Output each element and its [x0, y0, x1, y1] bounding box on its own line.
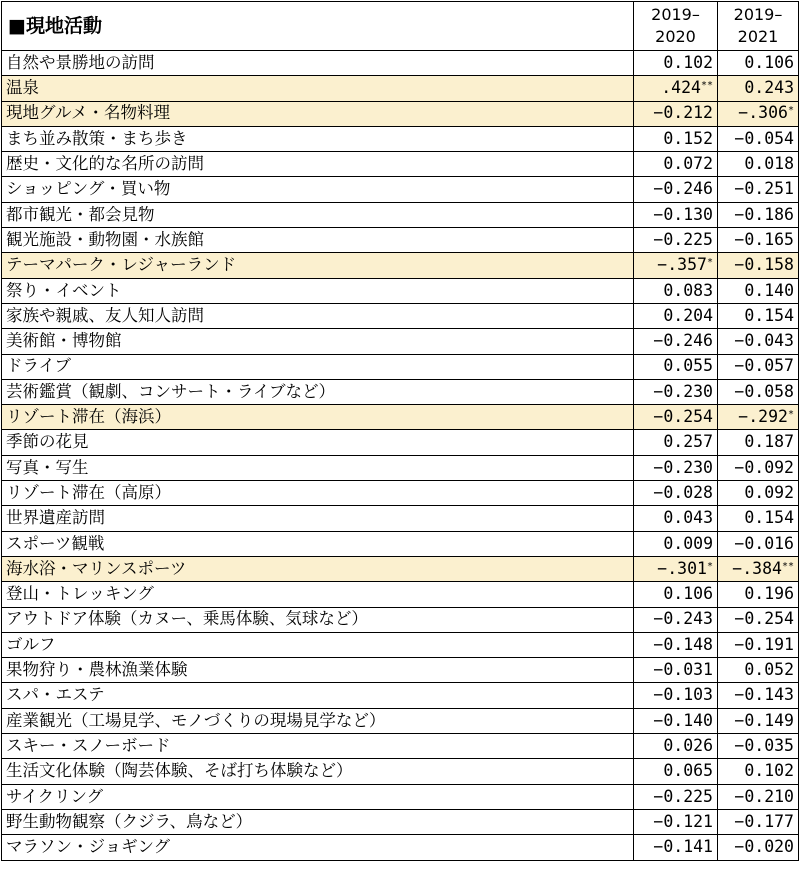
- column-header-2019-2020: [634, 2, 718, 51]
- value-2019-2021: [718, 278, 799, 303]
- value-2019-2020: [634, 51, 718, 76]
- coefficient-value: −0.186: [734, 204, 794, 224]
- row-label: 現地グルメ・名物料理: [2, 101, 634, 126]
- table-row: [2, 329, 799, 354]
- row-label: スパ・エステ: [2, 683, 634, 708]
- value-2019-2020: [634, 582, 718, 607]
- row-label: 美術館・博物館: [2, 329, 634, 354]
- row-label: 産業観光（工場見学、モノづくりの現場見学など）: [2, 708, 634, 733]
- value-2019-2021: [718, 329, 799, 354]
- coefficient-value: −.384: [732, 558, 782, 578]
- coefficient-value: 0.026: [663, 735, 713, 755]
- value-2019-2021: [718, 658, 799, 683]
- value-2019-2021: [718, 734, 799, 759]
- correlation-table: [1, 1, 799, 861]
- coefficient-value: −0.148: [653, 634, 713, 654]
- table-row: [2, 202, 799, 227]
- table-title: ■現地活動: [2, 2, 634, 51]
- row-label: ゴルフ: [2, 632, 634, 657]
- value-2019-2020: [634, 531, 718, 556]
- value-2019-2021: [718, 126, 799, 151]
- coefficient-value: −0.057: [734, 356, 794, 376]
- coefficient-value: −0.212: [653, 103, 713, 123]
- value-2019-2020: [634, 506, 718, 531]
- table-row: [2, 607, 799, 632]
- column-header-2019-2021: [718, 2, 799, 51]
- table-row: [2, 708, 799, 733]
- value-2019-2021: [718, 759, 799, 784]
- table-row-highlighted: [2, 253, 799, 278]
- coefficient-value: 0.196: [744, 584, 794, 604]
- value-2019-2020: [634, 253, 718, 278]
- row-label: 海水浴・マリンスポーツ: [2, 556, 634, 581]
- row-label: マラソン・ジョギング: [2, 835, 634, 860]
- table-row: [2, 784, 799, 809]
- table-row: [2, 759, 799, 784]
- row-label: 写真・写生: [2, 455, 634, 480]
- coefficient-value: −0.177: [734, 811, 794, 831]
- row-label: 芸術鑑賞（観劇、コンサート・ライブなど）: [2, 379, 634, 404]
- coefficient-value: 0.065: [663, 761, 713, 781]
- table-row: [2, 582, 799, 607]
- column-header-line: 2019–: [733, 5, 783, 24]
- coefficient-value: −0.141: [653, 837, 713, 857]
- coefficient-value: −0.225: [653, 786, 713, 806]
- value-2019-2021: [718, 430, 799, 455]
- table-row: [2, 531, 799, 556]
- coefficient-value: 0.106: [744, 52, 794, 72]
- coefficient-value: 0.152: [663, 128, 713, 148]
- coefficient-value: 0.154: [744, 508, 794, 528]
- coefficient-value: −.357: [657, 255, 707, 275]
- significance-marker: **: [700, 80, 713, 92]
- value-2019-2021: [718, 531, 799, 556]
- table-row: [2, 809, 799, 834]
- value-2019-2020: [634, 455, 718, 480]
- row-label: ショッピング・買い物: [2, 177, 634, 202]
- coefficient-value: 0.154: [744, 305, 794, 325]
- value-2019-2020: [634, 481, 718, 506]
- row-label: 家族や親戚、友人知人訪問: [2, 303, 634, 328]
- coefficient-value: 0.055: [663, 356, 713, 376]
- coefficient-value: −0.246: [653, 179, 713, 199]
- table-row: [2, 455, 799, 480]
- value-2019-2020: [634, 683, 718, 708]
- value-2019-2021: [718, 51, 799, 76]
- value-2019-2021: [718, 405, 799, 430]
- table-row: [2, 835, 799, 860]
- coefficient-value: −0.121: [653, 811, 713, 831]
- value-2019-2021: [718, 152, 799, 177]
- value-2019-2020: [634, 152, 718, 177]
- value-2019-2021: [718, 202, 799, 227]
- row-label: 祭り・イベント: [2, 278, 634, 303]
- column-header-line: 2021: [737, 27, 779, 46]
- value-2019-2021: [718, 835, 799, 860]
- coefficient-value: −.292: [738, 407, 788, 427]
- coefficient-value: 0.072: [663, 154, 713, 174]
- table-row: [2, 354, 799, 379]
- coefficient-value: 0.009: [663, 533, 713, 553]
- value-2019-2020: [634, 126, 718, 151]
- value-2019-2020: [634, 76, 718, 101]
- table-row: [2, 278, 799, 303]
- value-2019-2020: [634, 354, 718, 379]
- table-row: [2, 734, 799, 759]
- value-2019-2020: [634, 278, 718, 303]
- value-2019-2021: [718, 809, 799, 834]
- coefficient-value: .424: [661, 78, 701, 98]
- coefficient-value: 0.052: [744, 660, 794, 680]
- coefficient-value: −0.230: [653, 457, 713, 477]
- table-row: [2, 506, 799, 531]
- value-2019-2021: [718, 683, 799, 708]
- coefficient-value: −0.043: [734, 331, 794, 351]
- coefficient-value: 0.018: [744, 154, 794, 174]
- value-2019-2021: [718, 455, 799, 480]
- table-row-highlighted: [2, 556, 799, 581]
- value-2019-2020: [634, 430, 718, 455]
- table-row: [2, 430, 799, 455]
- coefficient-value: −0.103: [653, 685, 713, 705]
- coefficient-value: −0.054: [734, 128, 794, 148]
- coefficient-value: 0.102: [663, 52, 713, 72]
- row-label: リゾート滞在（海浜）: [2, 405, 634, 430]
- row-label: 温泉: [2, 76, 634, 101]
- value-2019-2020: [634, 101, 718, 126]
- table-body: [2, 2, 799, 861]
- coefficient-value: −0.158: [734, 255, 794, 275]
- value-2019-2021: [718, 101, 799, 126]
- coefficient-value: 0.092: [744, 482, 794, 502]
- value-2019-2020: [634, 734, 718, 759]
- row-label: スキー・スノーボード: [2, 734, 634, 759]
- value-2019-2021: [718, 582, 799, 607]
- coefficient-value: −0.251: [734, 179, 794, 199]
- value-2019-2020: [634, 228, 718, 253]
- coefficient-value: −0.246: [653, 331, 713, 351]
- coefficient-value: −0.058: [734, 381, 794, 401]
- coefficient-value: −0.210: [734, 786, 794, 806]
- coefficient-value: −0.092: [734, 457, 794, 477]
- value-2019-2020: [634, 658, 718, 683]
- value-2019-2020: [634, 405, 718, 430]
- coefficient-value: 0.102: [744, 761, 794, 781]
- value-2019-2020: [634, 835, 718, 860]
- value-2019-2020: [634, 809, 718, 834]
- coefficient-value: −0.143: [734, 685, 794, 705]
- value-2019-2020: [634, 556, 718, 581]
- coefficient-value: −0.225: [653, 229, 713, 249]
- value-2019-2021: [718, 481, 799, 506]
- row-label: 季節の花見: [2, 430, 634, 455]
- coefficient-value: 0.140: [744, 280, 794, 300]
- coefficient-value: −0.254: [653, 407, 713, 427]
- table-row: [2, 632, 799, 657]
- coefficient-value: −0.016: [734, 533, 794, 553]
- coefficient-value: 0.243: [744, 78, 794, 98]
- table-row-highlighted: [2, 101, 799, 126]
- row-label: 都市観光・都会見物: [2, 202, 634, 227]
- value-2019-2021: [718, 76, 799, 101]
- coefficient-value: 0.083: [663, 280, 713, 300]
- value-2019-2020: [634, 177, 718, 202]
- value-2019-2021: [718, 379, 799, 404]
- coefficient-value: 0.187: [744, 432, 794, 452]
- coefficient-value: 0.257: [663, 432, 713, 452]
- row-label: リゾート滞在（高原）: [2, 481, 634, 506]
- row-label: アウトドア体験（カヌー、乗馬体験、気球など）: [2, 607, 634, 632]
- significance-marker: *: [787, 105, 794, 117]
- row-label: 果物狩り・農林漁業体験: [2, 658, 634, 683]
- value-2019-2021: [718, 354, 799, 379]
- table-row-highlighted: [2, 76, 799, 101]
- coefficient-value: −.306: [738, 103, 788, 123]
- coefficient-value: −0.149: [734, 710, 794, 730]
- row-label: 野生動物観察（クジラ、鳥など）: [2, 809, 634, 834]
- value-2019-2020: [634, 607, 718, 632]
- row-label: スポーツ観戦: [2, 531, 634, 556]
- table-row: [2, 683, 799, 708]
- coefficient-value: 0.204: [663, 305, 713, 325]
- coefficient-value: −0.140: [653, 710, 713, 730]
- row-label: まち並み散策・まち歩き: [2, 126, 634, 151]
- value-2019-2020: [634, 329, 718, 354]
- value-2019-2021: [718, 253, 799, 278]
- value-2019-2020: [634, 784, 718, 809]
- value-2019-2021: [718, 708, 799, 733]
- row-label: ドライブ: [2, 354, 634, 379]
- column-header-line: 2020: [655, 27, 696, 46]
- row-label: 生活文化体験（陶芸体験、そば打ち体験など）: [2, 759, 634, 784]
- coefficient-value: −0.254: [734, 609, 794, 629]
- value-2019-2020: [634, 708, 718, 733]
- value-2019-2021: [718, 228, 799, 253]
- row-label: 歴史・文化的な名所の訪問: [2, 152, 634, 177]
- significance-marker: *: [706, 560, 713, 572]
- value-2019-2020: [634, 202, 718, 227]
- value-2019-2021: [718, 303, 799, 328]
- coefficient-value: −0.230: [653, 381, 713, 401]
- value-2019-2020: [634, 759, 718, 784]
- value-2019-2021: [718, 506, 799, 531]
- coefficient-value: −0.191: [734, 634, 794, 654]
- value-2019-2021: [718, 784, 799, 809]
- value-2019-2021: [718, 632, 799, 657]
- row-label: 観光施設・動物園・水族館: [2, 228, 634, 253]
- table-row: [2, 658, 799, 683]
- value-2019-2021: [718, 556, 799, 581]
- coefficient-value: −0.028: [653, 482, 713, 502]
- table-row-highlighted: [2, 405, 799, 430]
- coefficient-value: −.301: [657, 558, 707, 578]
- coefficient-value: −0.035: [734, 735, 794, 755]
- column-header-line: 2019–: [651, 5, 700, 24]
- value-2019-2020: [634, 303, 718, 328]
- significance-marker: *: [787, 409, 794, 421]
- significance-marker: **: [781, 560, 794, 572]
- table-row: [2, 152, 799, 177]
- table-row: [2, 379, 799, 404]
- significance-marker: *: [706, 257, 713, 269]
- header-row: [2, 2, 799, 51]
- value-2019-2020: [634, 632, 718, 657]
- row-label: 登山・トレッキング: [2, 582, 634, 607]
- value-2019-2021: [718, 177, 799, 202]
- row-label: 世界遺産訪問: [2, 506, 634, 531]
- coefficient-value: −0.165: [734, 229, 794, 249]
- coefficient-value: −0.130: [653, 204, 713, 224]
- table-row: [2, 51, 799, 76]
- coefficient-value: −0.243: [653, 609, 713, 629]
- table-row: [2, 228, 799, 253]
- value-2019-2021: [718, 607, 799, 632]
- coefficient-value: −0.031: [653, 660, 713, 680]
- row-label: サイクリング: [2, 784, 634, 809]
- row-label: テーマパーク・レジャーランド: [2, 253, 634, 278]
- table-row: [2, 177, 799, 202]
- coefficient-value: 0.043: [663, 508, 713, 528]
- coefficient-value: −0.020: [734, 837, 794, 857]
- table-row: [2, 481, 799, 506]
- row-label: 自然や景勝地の訪問: [2, 51, 634, 76]
- coefficient-value: 0.106: [663, 584, 713, 604]
- table-row: [2, 126, 799, 151]
- value-2019-2020: [634, 379, 718, 404]
- table-row: [2, 303, 799, 328]
